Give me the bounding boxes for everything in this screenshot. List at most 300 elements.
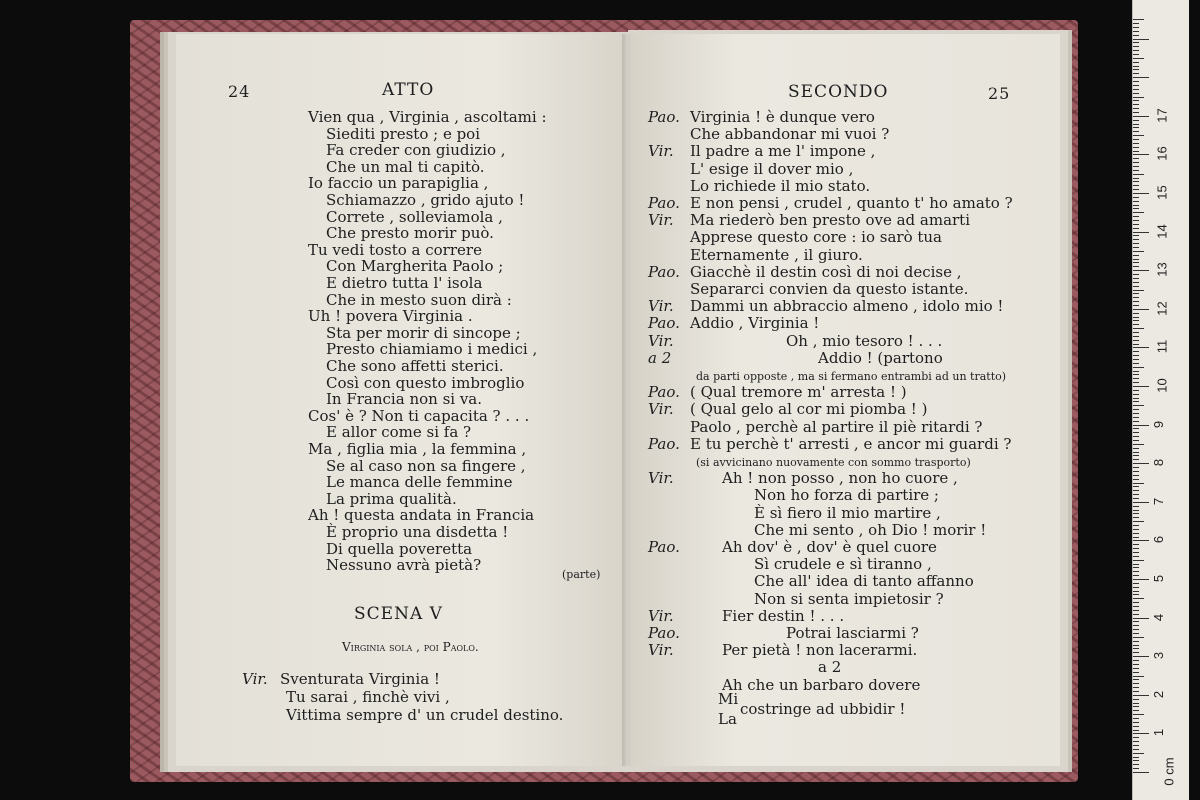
ruler-tick [1133,27,1139,28]
verse-line: Presto chiamiamo i medici , [326,340,538,359]
verse-line: Addio ! (partono [818,348,943,367]
verse-line: Dammi un abbraccio almeno , idolo mio ! [690,297,1004,316]
ruler-tick [1133,324,1139,325]
verse-line: Paolo , perchè al partire il piè ritardi ? [690,417,983,436]
ruler-tick [1133,556,1139,557]
ruler-tick [1133,46,1139,47]
ruler-tick [1133,166,1139,167]
ruler-tick [1133,764,1139,765]
verse-line: Ah che un barbaro dovere [722,675,921,694]
verse-line: La prima qualità. [326,489,457,508]
ruler-tick [1133,116,1149,117]
verse-line: Giacchè il destin così di noi decise , [690,262,962,281]
ruler-tick [1133,394,1139,395]
ruler-tick [1133,58,1144,59]
ruler-tick [1133,533,1139,534]
ruler-tick [1133,31,1139,32]
verse-line: Il padre a me l' impone , [690,142,876,161]
ruler-tick [1133,69,1139,70]
speaker-label: a 2 [648,348,672,367]
ruler-tick [1133,548,1139,549]
ruler-tick [1133,614,1139,615]
ruler-label: 15 [1154,185,1170,200]
ruler-tick [1133,390,1139,391]
ruler-tick [1133,62,1139,63]
ruler-tick [1133,564,1139,565]
verse-line: In Francia non si va. [326,390,483,409]
verse-line: E non pensi , crudel , quanto t' ho amato ? [690,194,1013,212]
speaker-label: Pao. [648,314,680,333]
left-page [176,34,626,766]
ruler-tick [1133,648,1139,649]
verse-line: Schiamazzo , grido ajuto ! [326,191,525,209]
ruler-tick [1133,417,1139,418]
ruler-tick [1133,401,1139,402]
ruler-tick [1133,301,1139,302]
ruler-tick [1133,579,1149,580]
ruler-tick [1133,66,1139,67]
ruler-tick [1133,455,1139,456]
ruler-tick [1133,768,1139,769]
ruler-tick [1133,656,1149,657]
ruler-tick [1133,181,1139,182]
ruler-tick [1133,54,1139,55]
ruler-tick [1133,398,1139,399]
page-number-right: 25 [988,84,1011,103]
ruler-tick [1133,205,1139,206]
ruler-tick [1133,197,1139,198]
verse-line: Che un mal ti capitò. [326,157,485,176]
ruler-label: 5 [1151,574,1167,583]
ruler-tick [1133,506,1139,507]
ruler-tick [1133,50,1139,51]
ruler-tick [1133,610,1139,611]
verse-line: Nessuno avrà pietà? [326,556,482,575]
ruler-tick [1133,591,1139,592]
ruler-tick [1133,510,1139,511]
ruler-tick [1133,251,1144,252]
verse-line: Che abbandonar mi vuoi ? [690,125,890,144]
ruler-tick [1133,483,1144,484]
speaker-label: Vir. [648,400,674,419]
ruler-tick [1133,124,1139,125]
speaker-label: Pao. [648,538,680,556]
ruler-tick [1133,479,1139,480]
ruler-tick [1133,290,1144,291]
scene-subtitle: Virginia sola , poi Paolo. [342,640,479,654]
ruler-tick [1133,664,1139,665]
ruler-tick [1133,100,1139,101]
verse-line: Ah dov' è , dov' è quel cuore [722,538,937,556]
ruler-tick [1133,621,1139,622]
running-header-right: SECONDO [788,82,889,102]
ruler-label: 4 [1151,613,1167,621]
ruler-tick [1133,733,1149,734]
verse-line: Tu sarai , finchè vivi , [286,688,450,706]
ruler-tick [1133,672,1139,673]
verse-line: Oh , mio tesoro ! . . . [786,331,943,350]
ruler-tick [1133,359,1139,360]
ruler-tick [1133,243,1139,244]
ruler-label: 10 [1154,378,1170,393]
ruler-tick [1133,239,1139,240]
ruler-tick [1133,332,1139,333]
ruler-tick [1133,89,1139,90]
speaker-label: Vir. [648,142,674,161]
verse-line: Che in mesto suon dirà : [326,290,512,309]
stage-direction-parte: (parte) [562,568,601,581]
ruler-tick [1133,710,1139,711]
ruler-tick [1133,537,1139,538]
verse-line: È sì fiero il mio martire , [754,503,941,522]
verse-line: Sta per morir di sincope ; [326,323,521,342]
verse-line: a 2 [818,658,842,677]
ruler-tick [1133,594,1139,595]
ruler-tick [1133,282,1139,283]
speaker-label: Pao. [648,194,680,212]
ruler-tick [1133,174,1144,175]
verse-line: Che sono affetti sterici. [326,357,504,375]
ruler-tick [1133,320,1139,321]
ruler-tick [1133,139,1139,140]
ruler-tick [1133,35,1139,36]
ruler-tick [1133,440,1139,441]
speaker-label: Vir. [242,670,268,688]
ruler-tick [1133,432,1139,433]
speaker-label: Vir. [648,606,674,625]
ruler-tick [1133,351,1139,352]
ruler-tick [1133,463,1149,464]
verse-line: Apprese questo core : io sarò tua [690,228,942,247]
ruler-tick [1133,718,1139,719]
ruler-tick [1133,293,1139,294]
verse-line: Che mi sento , oh Dio ! morir ! [754,520,987,539]
final-word-mi: Mi [718,690,739,708]
ruler-tick [1133,73,1139,74]
measuring-ruler [1132,0,1189,800]
verse-line: Virginia ! è dunque vero [690,108,875,126]
speaker-label: Vir. [648,641,674,660]
ruler-tick [1133,641,1139,642]
verse-line: E dietro tutta l' isola [326,274,483,292]
ruler-tick [1133,498,1139,499]
ruler-tick [1133,147,1139,148]
speaker-label: Vir. [648,211,674,230]
verse-line: Con Margherita Paolo ; [326,257,504,276]
ruler-tick [1133,452,1139,453]
ruler-tick [1133,598,1144,599]
verse-line: Ma , figlia mia , la femmina , [308,440,527,458]
ruler-tick [1133,158,1139,159]
ruler-label: 7 [1151,497,1167,505]
ruler-tick [1133,378,1139,379]
ruler-tick [1133,39,1149,40]
ruler-tick [1133,367,1144,368]
ruler-tick [1133,235,1139,236]
ruler-tick [1133,108,1139,109]
ruler-tick [1133,336,1139,337]
ruler-tick [1133,313,1139,314]
ruler-label: 17 [1154,108,1170,123]
ruler-label: 2 [1151,690,1167,698]
ruler-tick [1133,270,1149,271]
verse-line: Ah ! non posso , non ho cuore , [722,469,958,488]
verse-line: Non ho forza di partire ; [754,486,939,505]
ruler-tick [1133,286,1139,287]
page-number-left: 24 [228,82,251,101]
ruler-tick [1133,517,1139,518]
ruler-tick [1133,714,1144,715]
ruler-tick [1133,255,1139,256]
ruler-tick [1133,560,1144,561]
ruler-tick [1133,317,1139,318]
ruler-tick [1133,471,1139,472]
ruler-tick [1133,544,1139,545]
ruler-tick [1133,540,1149,541]
ruler-tick [1133,448,1139,449]
ruler-tick [1133,143,1139,144]
ruler-tick [1133,571,1139,572]
ruler-tick [1133,19,1144,20]
ruler-label: 8 [1151,459,1167,467]
verse-line: L' esige il dover mio , [690,159,854,178]
ruler-tick [1133,494,1139,495]
ruler-tick [1133,259,1139,260]
ruler-tick [1133,683,1139,684]
verse-line: Così con questo imbroglio [326,373,525,392]
ruler-tick [1133,687,1139,688]
ruler-tick [1133,309,1149,310]
ruler-tick [1133,120,1139,121]
verse-line: Ma riederò ben presto ove ad amarti [690,211,971,230]
stage-direction: (si avvicinano nuovamente con sommo trasporto) [696,456,971,469]
ruler-tick [1133,232,1149,233]
verse-line: E allor come si fa ? [326,423,472,442]
ruler-label: 13 [1154,262,1170,277]
ruler-tick [1133,212,1144,213]
ruler-tick [1133,645,1139,646]
ruler-tick [1133,625,1139,626]
ruler-label: 16 [1154,146,1170,162]
verse-line: Separarci convien da questo istante. [690,280,969,298]
ruler-tick [1133,344,1139,345]
ruler-tick [1133,444,1144,445]
verse-line: E tu perchè t' arresti , e ancor mi guardi ? [690,434,1012,453]
ruler-tick [1133,428,1139,429]
ruler-label: 1 [1151,729,1167,737]
verse-line: Se al caso non sa fingere , [326,456,526,475]
ruler-tick [1133,513,1139,514]
verse-line: Sì crudele e sì tiranno , [754,555,932,574]
ruler-tick [1133,730,1139,731]
speaker-label: Pao. [648,434,680,453]
verse-line: ( Qual gelo al cor mi piomba ! ) [690,400,928,419]
verse-line: Eternamente , il giuro. [690,245,863,264]
verse-line: Vittima sempre d' un crudel destino. [286,706,564,724]
ruler-tick [1133,676,1144,677]
ruler-tick [1133,266,1139,267]
ruler-tick [1133,405,1144,406]
ruler-label: 14 [1154,223,1170,239]
ruler-tick [1133,745,1139,746]
verse-line: Fa creder con giudizio , [326,141,506,160]
ruler-tick [1133,703,1139,704]
verse-line: Correte , solleviamola , [326,207,503,226]
ruler-tick [1133,112,1139,113]
ruler-tick [1133,104,1139,105]
verse-line: Uh ! povera Virginia . [308,307,473,326]
ruler-tick [1133,633,1139,634]
ruler-tick [1133,436,1139,437]
ruler-tick [1133,278,1139,279]
ruler-tick [1133,749,1139,750]
verse-line: Ah ! questa andata in Francia [308,506,535,525]
ruler-tick [1133,722,1139,723]
ruler-tick [1133,347,1149,348]
ruler-label: 0 cm [1161,757,1177,786]
verse-line: ( Qual tremore m' arresta ! ) [690,383,907,402]
ruler-label: 6 [1151,536,1167,544]
ruler-tick [1133,93,1139,94]
ruler-tick [1133,525,1139,526]
final-word-la: La [718,710,737,728]
ruler-tick [1133,42,1139,43]
ruler-tick [1133,208,1139,209]
ruler-tick [1133,386,1149,387]
ruler-tick [1133,178,1139,179]
speaker-label: Pao. [648,624,680,642]
ruler-tick [1133,652,1139,653]
ruler-label: 3 [1151,652,1167,660]
ruler-tick [1133,753,1144,754]
ruler-tick [1133,274,1139,275]
verse-line: Fier destin ! . . . [722,606,845,625]
ruler-tick [1133,77,1149,78]
ruler-tick [1133,583,1139,584]
ruler-tick [1133,668,1139,669]
verse-line: Vien qua , Virginia , ascoltami : [308,108,547,126]
verse-line: Potrai lasciarmi ? [786,624,919,642]
verse-line: Io faccio un parapiglia , [308,174,489,193]
ruler-tick [1133,374,1139,375]
ruler-tick [1133,637,1144,638]
ruler-tick [1133,355,1139,356]
ruler-tick [1133,85,1139,86]
verse-line: Sventurata Virginia ! [280,670,440,688]
verse-line: Di quella poveretta [326,539,473,558]
ruler-tick [1133,421,1139,422]
final-line: costringe ad ubbidir ! [740,700,906,718]
ruler-tick [1133,660,1139,661]
ruler-tick [1133,618,1149,619]
ruler-tick [1133,629,1139,630]
ruler-tick [1133,135,1144,136]
ruler-tick [1133,567,1139,568]
ruler-tick [1133,228,1139,229]
ruler-tick [1133,737,1139,738]
ruler-tick [1133,699,1139,700]
ruler-tick [1133,757,1139,758]
ruler-tick [1133,741,1139,742]
ruler-tick [1133,475,1139,476]
ruler-tick [1133,189,1139,190]
verse-line: Addio , Virginia ! [690,314,820,333]
ruler-tick [1133,201,1139,202]
ruler-tick [1133,193,1149,194]
ruler-tick [1133,81,1139,82]
speaker-label: Pao. [648,383,680,402]
verse-line: Cos' è ? Non ti capacita ? . . . [308,406,530,425]
speaker-label: Pao. [648,108,680,126]
verse-line: Lo richiede il mio stato. [690,176,871,195]
ruler-tick [1133,127,1139,128]
verse-line: Le manca delle femmine [326,473,513,492]
ruler-tick [1133,587,1139,588]
ruler-tick [1133,502,1149,503]
ruler-tick [1133,305,1139,306]
ruler-tick [1133,131,1139,132]
ruler-tick [1133,575,1139,576]
ruler-tick [1133,23,1139,24]
ruler-tick [1133,490,1139,491]
ruler-tick [1133,459,1139,460]
ruler-tick [1133,340,1139,341]
speaker-label: Vir. [648,297,674,316]
ruler-tick [1133,679,1139,680]
verse-line: Tu vedi tosto a correre [308,240,482,259]
ruler-tick [1133,170,1139,171]
verse-line: Che all' idea di tanto affanno [754,572,974,591]
ruler-tick [1133,552,1139,553]
ruler-tick [1133,695,1149,696]
verse-line: È proprio una disdetta ! [326,523,509,541]
ruler-tick [1133,154,1149,155]
ruler-label: 9 [1151,420,1167,428]
ruler-tick [1133,185,1139,186]
ruler-tick [1133,602,1139,603]
speaker-label: Pao. [648,262,680,281]
ruler-tick [1133,371,1139,372]
ruler-tick [1133,162,1139,163]
speaker-label: Vir. [648,331,674,350]
running-header-left: ATTO [382,80,435,100]
ruler-tick [1133,247,1139,248]
verse-line: Non si senta impietosir ? [754,589,944,608]
verse-line: Siediti presto ; e poi [326,124,481,143]
ruler-tick [1133,606,1139,607]
ruler-tick [1133,151,1139,152]
ruler-tick [1133,382,1139,383]
ruler-label: 12 [1154,301,1170,316]
stage-direction: da parti opposte , ma si fermano entrambi ad un tratto) [696,370,1007,383]
ruler-tick [1133,224,1139,225]
right-page [630,34,1060,766]
ruler-tick [1133,216,1139,217]
ruler-tick [1133,220,1139,221]
ruler-tick [1133,328,1144,329]
scene-title: SCENA V [354,604,443,624]
ruler-tick [1133,262,1139,263]
ruler-tick [1133,706,1139,707]
ruler-tick [1133,772,1149,773]
ruler-tick [1133,413,1139,414]
ruler-tick [1133,691,1139,692]
speaker-label: Vir. [648,469,674,488]
verse-line: Per pietà ! non lacerarmi. [722,641,918,660]
ruler-tick [1133,529,1139,530]
ruler-tick [1133,97,1144,98]
verse-line: Che presto morir può. [326,224,494,243]
